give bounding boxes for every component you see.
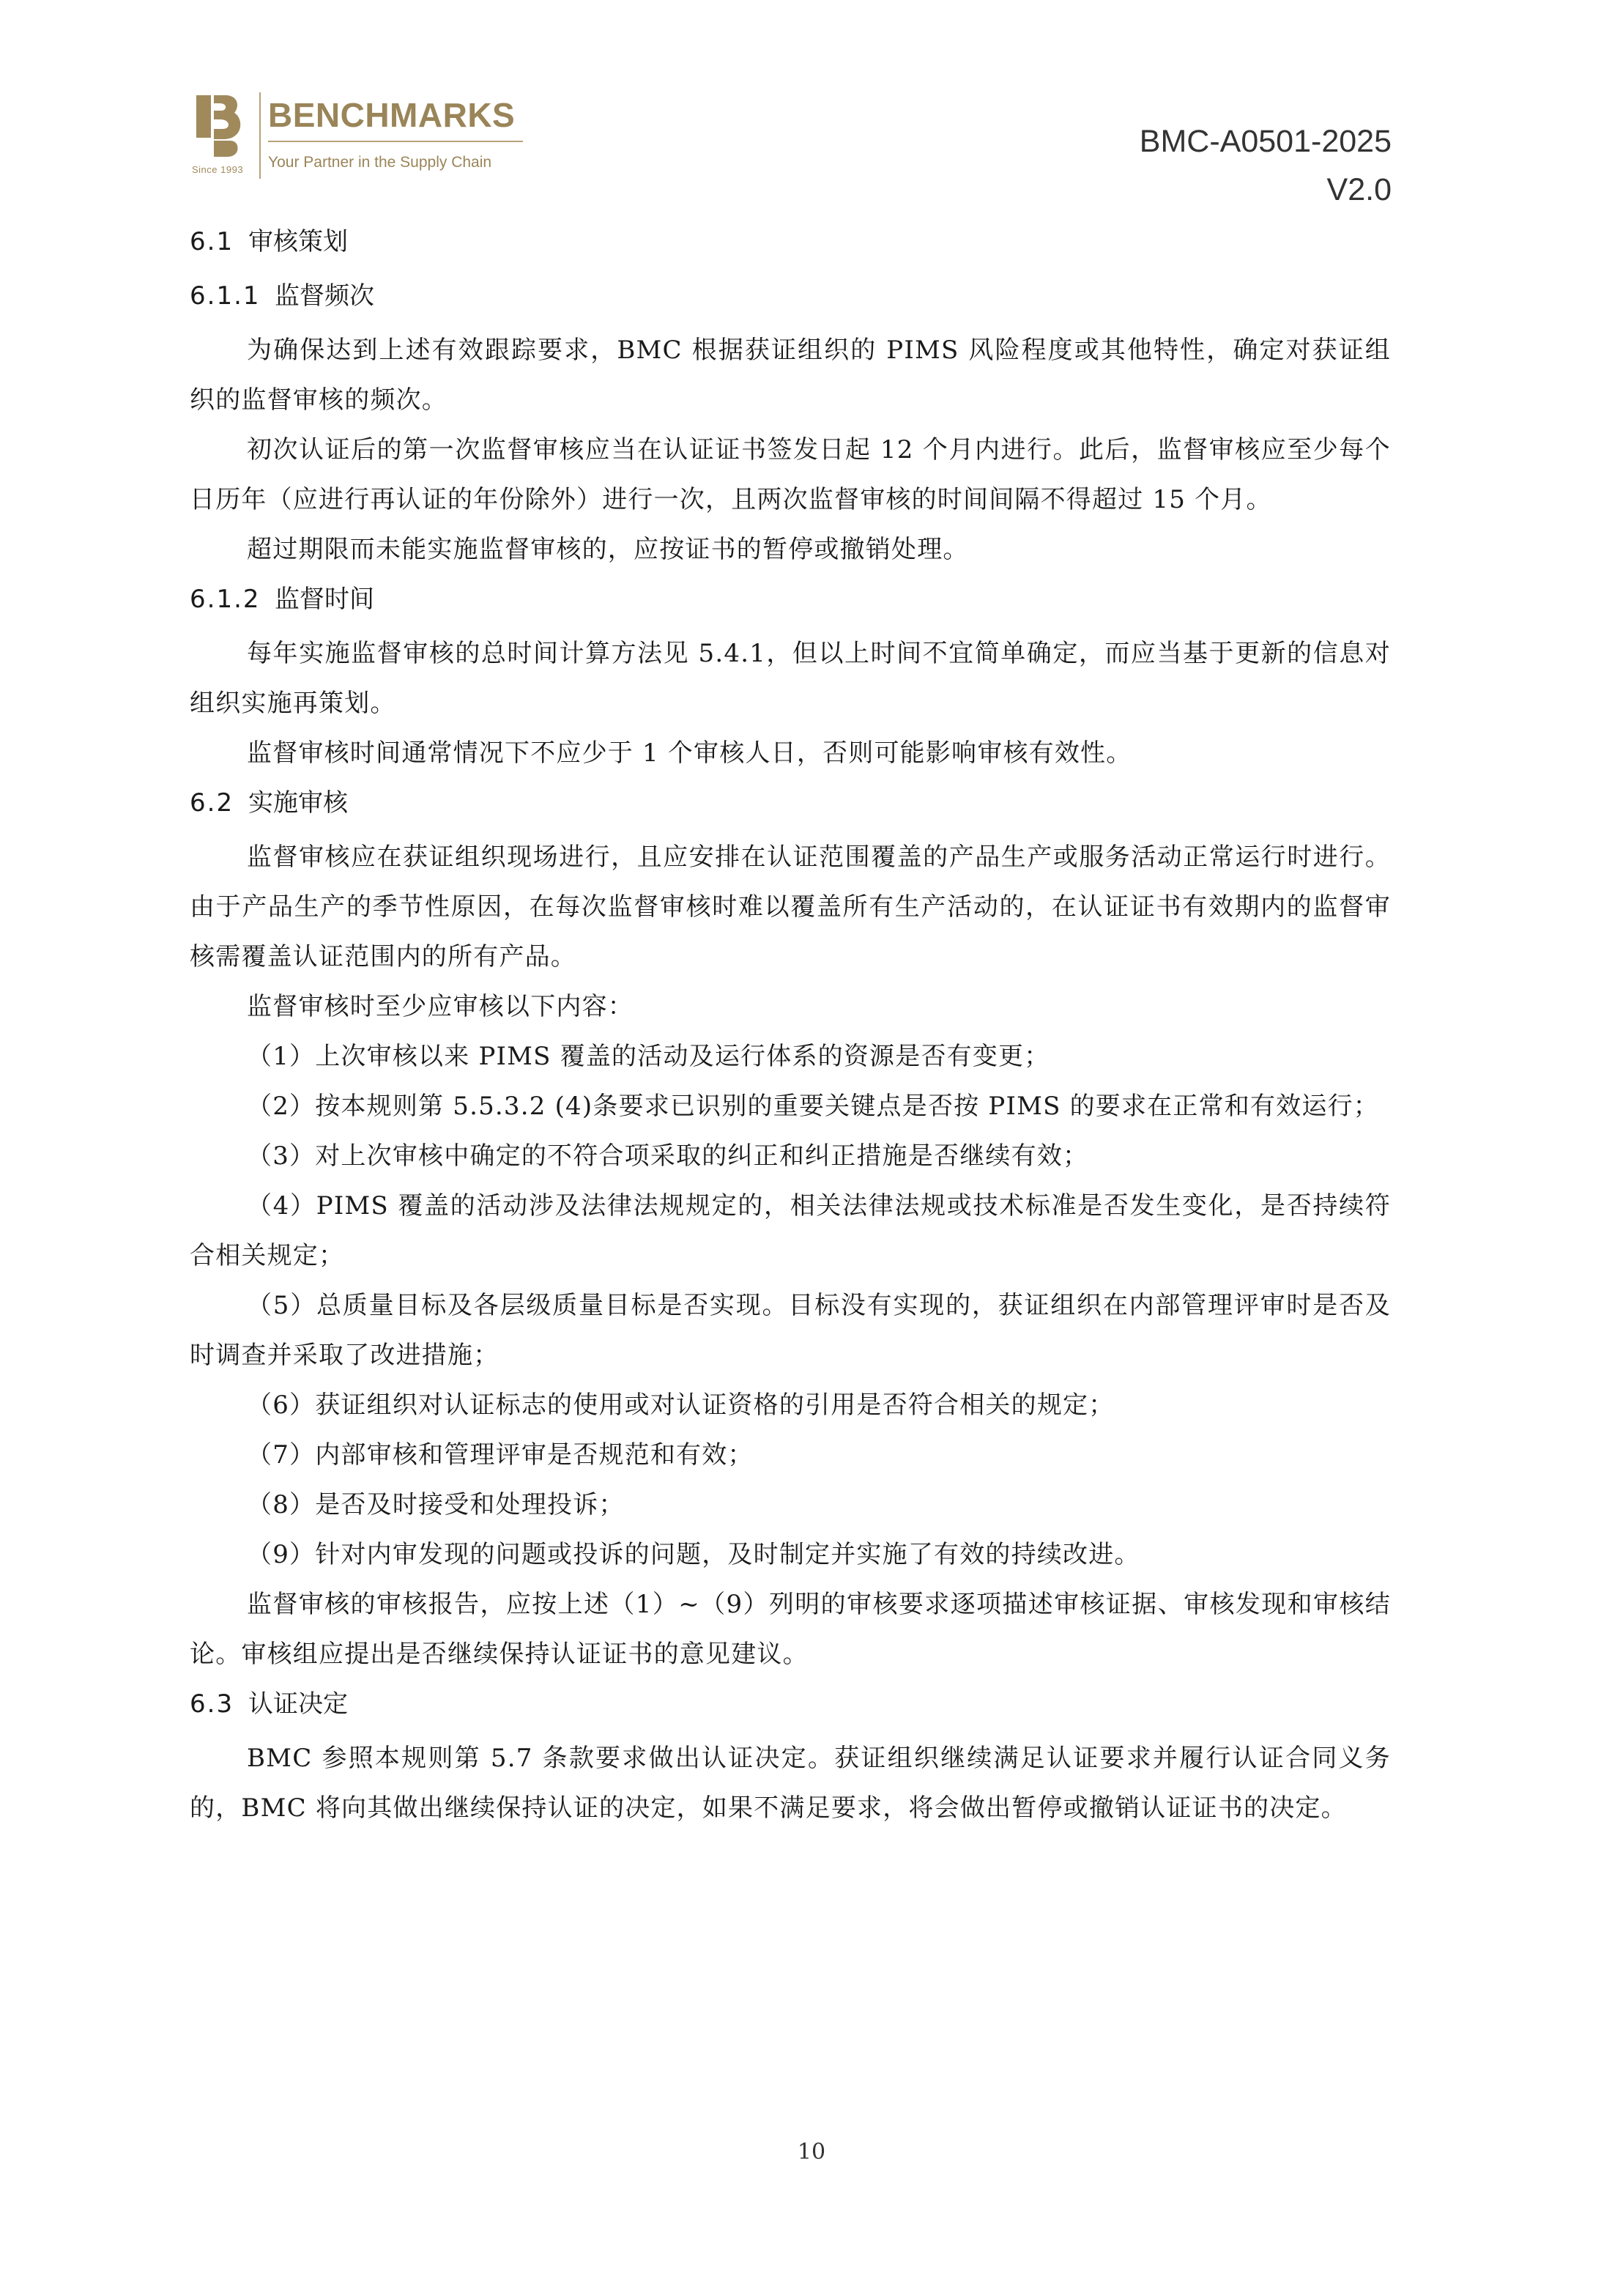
heading-number: 6.2 xyxy=(190,788,234,818)
heading-6-1 xyxy=(190,217,1391,267)
list-item: （6）获证组织对认证标志的使用或对认证资格的引用是否符合相关的规定； xyxy=(247,1390,1115,1420)
list-item: （1）上次审核以来 PIMS 覆盖的活动及运行体系的资源是否有变更； xyxy=(247,1042,1050,1071)
paragraph: 超过期限而未能实施监督审核的，应按证书的暂停或撤销处理。 xyxy=(247,535,969,564)
logo-divider xyxy=(259,92,261,179)
heading-title: 审核策划 xyxy=(248,227,348,256)
list-item: （7）内部审核和管理评审是否规范和有效； xyxy=(247,1440,754,1470)
document-body xyxy=(190,217,1391,1833)
logo-rule xyxy=(268,141,523,142)
list-item: （3）对上次审核中确定的不符合项采取的纠正和纠正措施是否继续有效； xyxy=(247,1141,1089,1171)
heading-title: 认证决定 xyxy=(248,1689,348,1719)
list-item: （4）PIMS 覆盖的活动涉及法律法规规定的，相关法律法规或技术标准是否发生变化，是否持续符合相关规定； xyxy=(190,1191,1391,1270)
paragraph: BMC 参照本规则第 5.7 条款要求做出认证决定。获证组织继续满足认证要求并履行认证合同义务的，BMC 将向其做出继续保持认证的决定，如果不满足要求，将会做出暂停或撤销认证证书的决定。 xyxy=(190,1744,1391,1823)
heading-6-3 xyxy=(190,1679,1391,1729)
paragraph: 监督审核的审核报告，应按上述（1）~（9）列明的审核要求逐项描述审核证据、审核发现和审核结论。审核组应提出是否继续保持认证证书的意见建议。 xyxy=(190,1590,1391,1669)
heading-number: 6.1 xyxy=(190,227,234,256)
heading-6-2 xyxy=(190,778,1391,828)
paragraph: 监督审核应在获证组织现场进行，且应安排在认证范围覆盖的产品生产或服务活动正常运行时进行。由于产品生产的季节性原因，在每次监督审核时难以覆盖所有生产活动的，在认证证书有效期内的监督审核需覆盖认证范围内的所有产品。 xyxy=(190,843,1391,971)
document-version: V2.0 xyxy=(1326,172,1392,207)
heading-title: 监督频次 xyxy=(275,281,374,311)
list-item: （5）总质量目标及各层级质量目标是否实现。目标没有实现的，获证组织在内部管理评审时是否及时调查并采取了改进措施； xyxy=(190,1291,1391,1370)
document-code-block xyxy=(1140,117,1392,214)
heading-title: 监督时间 xyxy=(275,585,374,614)
logo-tagline: Your Partner in the Supply Chain xyxy=(268,154,492,171)
list-item: （9）针对内审发现的问题或投诉的问题，及时制定并实施了有效的持续改进。 xyxy=(247,1540,1140,1569)
list-item: （8）是否及时接受和处理投诉； xyxy=(247,1490,625,1519)
benchmarks-logo-icon xyxy=(192,92,245,158)
heading-6-1-2 xyxy=(190,574,1391,624)
heading-6-1-1 xyxy=(190,271,1391,321)
paragraph: 监督审核时至少应审核以下内容： xyxy=(247,992,634,1021)
logo-brand-name: BENCHMARKS xyxy=(268,96,516,134)
paragraph: 监督审核时间通常情况下不应少于 1 个审核人日，否则可能影响审核有效性。 xyxy=(247,738,1132,768)
paragraph: 初次认证后的第一次监督审核应当在认证证书签发日起 12 个月内进行。此后，监督审核应至少每个日历年（应进行再认证的年份除外）进行一次，且两次监督审核的时间间隔不得超过 15 个月。 xyxy=(190,435,1391,514)
logo-since-text: Since 1993 xyxy=(192,164,244,175)
company-logo xyxy=(192,92,529,179)
paragraph: 每年实施监督审核的总时间计算方法见 5.4.1，但以上时间不宜简单确定，而应当基于更新的信息对组织实施再策划。 xyxy=(190,639,1391,718)
heading-number: 6.3 xyxy=(190,1689,234,1719)
document-code: BMC-A0501-2025 xyxy=(1139,124,1392,159)
paragraph: 为确保达到上述有效跟踪要求，BMC 根据获证组织的 PIMS 风险程度或其他特性，确定对获证组织的监督审核的频次。 xyxy=(190,336,1391,415)
list-item: （2）按本规则第 5.5.3.2 (4)条要求已识别的重要关键点是否按 PIMS 的要求在正常和有效运行； xyxy=(247,1092,1379,1121)
heading-title: 实施审核 xyxy=(248,788,348,818)
page-number: 10 xyxy=(797,2139,826,2165)
heading-number: 6.1.2 xyxy=(190,585,261,614)
heading-number: 6.1.1 xyxy=(190,281,261,311)
